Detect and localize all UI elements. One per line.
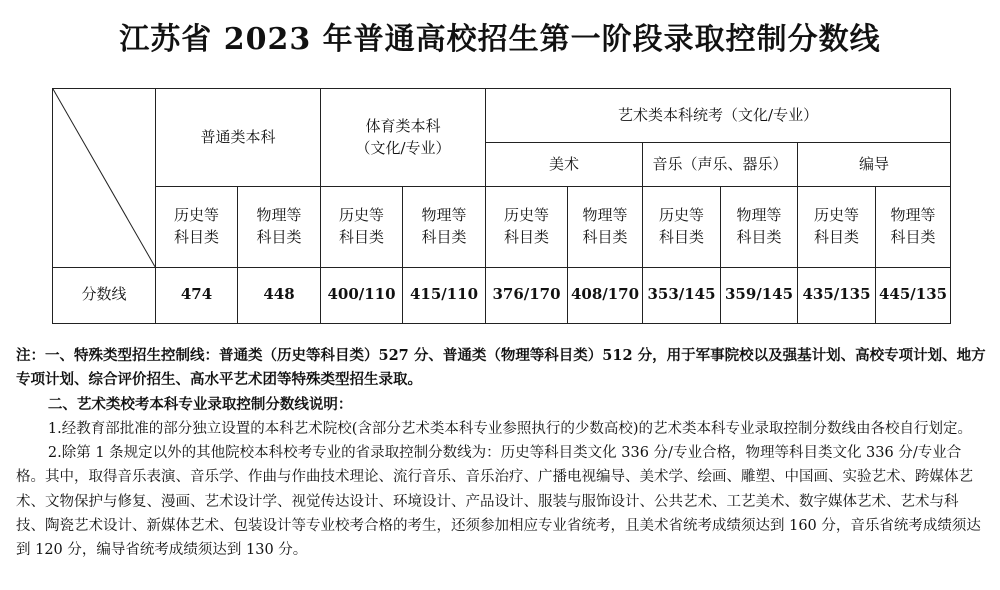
sub-header-line: 物理等: [736, 206, 782, 225]
score-cell: 353/145: [643, 267, 721, 323]
score-cell: 415/110: [403, 267, 486, 323]
score-row: [53, 267, 951, 323]
group-header-putong: 普通类本科: [156, 89, 321, 187]
score-cell: 445/135: [876, 267, 951, 323]
sub-header-line: 物理等: [421, 206, 467, 225]
group-header-meishu: 美术: [486, 143, 643, 187]
score-cell: 448: [238, 267, 321, 323]
group-header-tiyu-label: 体育类本科: [365, 116, 441, 135]
note-art-item-1: 1.经教育部批准的部分独立设置的本科艺术院校(含部分艺术类本科专业参照执行的少数高校)的艺术类本科专业录取控制分数线由各校自行划定。: [47, 420, 973, 437]
note-special-types: 注：一、特殊类型招生控制线：普通类（历史等科目类）527 分、普通类（物理等科目类）512 分，用于军事院校以及强基计划、高校专项计划、地方专项计划、综合评价招生、高水平艺术团等特殊类型招生录取。: [16, 347, 986, 389]
page-title: 江苏省 2023 年普通高校招生第一阶段录取控制分数线: [119, 22, 881, 57]
score-cell: 408/170: [568, 267, 643, 323]
sub-header-putong-wuli: [238, 187, 321, 267]
sub-header-line: 物理等: [256, 206, 302, 225]
sub-header-tiyu-lishi: [321, 187, 403, 267]
sub-header-line: 科目类: [339, 228, 385, 247]
diagonal-corner-cell: [53, 89, 156, 268]
sub-header-line: 历史等: [814, 206, 860, 225]
notes-section: [16, 344, 986, 563]
sub-header-line: 历史等: [504, 206, 550, 225]
score-cell: 359/145: [721, 267, 798, 323]
score-cell: 435/135: [798, 267, 876, 323]
sub-header-line: 科目类: [814, 228, 860, 247]
score-cell: 376/170: [486, 267, 568, 323]
sub-header-line: 科目类: [736, 228, 782, 247]
sub-header-line: 科目类: [173, 228, 219, 247]
sub-header-putong-lishi: [156, 187, 238, 267]
sub-header-line: 科目类: [659, 228, 705, 247]
sub-header-meishu-lishi: [486, 187, 568, 267]
diagonal-line: [53, 89, 155, 267]
group-header-tiyu: [321, 89, 486, 187]
sub-header-line: 科目类: [421, 228, 467, 247]
sub-header-biandao-lishi: [798, 187, 876, 267]
sub-header-line: 科目类: [890, 228, 936, 247]
score-cell: 474: [156, 267, 238, 323]
group-header-yishu: 艺术类本科统考（文化/专业）: [486, 89, 951, 143]
group-header-tiyu-sub: （文化/专业）: [355, 138, 451, 157]
sub-header-line: 科目类: [256, 228, 302, 247]
sub-header-tiyu-wuli: [403, 187, 486, 267]
score-table: [52, 88, 951, 324]
note-art-item-2: 2.除第 1 条规定以外的其他院校本科校考专业的省录取控制分数线为：历史等科目类文化 336 分/专业合格，物理等科目类文化 336 分/专业合格。其中，取得音乐表演、音乐学、作曲与作曲技术理论、流行音乐、音乐治疗、广播电视编导、美术学、绘画、雕塑、中国画、实验艺术、跨媒体艺术、文物保护与修复、漫画、艺术设计学、视觉传达设计、环境设计、产品设计、服装与服饰设计、公共艺术、工艺美术、数字媒体艺术、艺术与科技、陶瓷艺术设计、新媒体艺术、包装设计等专业校考合格的考生，还须参加相应专业省统考，且美术省统考成绩须达到 160 分，音乐省统考成绩须达到 120 分，编导省统考成绩须达到 130 分。: [16, 445, 981, 559]
sub-header-line: 历史等: [659, 206, 705, 225]
group-header-yinyue: 音乐（声乐、器乐）: [643, 143, 798, 187]
sub-header-meishu-wuli: [568, 187, 643, 267]
sub-header-yinyue-lishi: [643, 187, 721, 267]
sub-header-line: 科目类: [504, 228, 550, 247]
sub-header-line: 历史等: [173, 206, 219, 225]
sub-header-line: 科目类: [582, 228, 628, 247]
note-art-heading: 二、艺术类校考本科专业录取控制分数线说明：: [47, 395, 353, 413]
score-cell: 400/110: [321, 267, 403, 323]
sub-header-line: 物理等: [582, 206, 628, 225]
sub-header-biandao-wuli: [876, 187, 951, 267]
sub-header-yinyue-wuli: [721, 187, 798, 267]
row-label: 分数线: [53, 267, 156, 323]
group-header-biandao: 编导: [798, 143, 951, 187]
sub-header-line: 物理等: [890, 206, 936, 225]
sub-header-line: 历史等: [339, 206, 385, 225]
